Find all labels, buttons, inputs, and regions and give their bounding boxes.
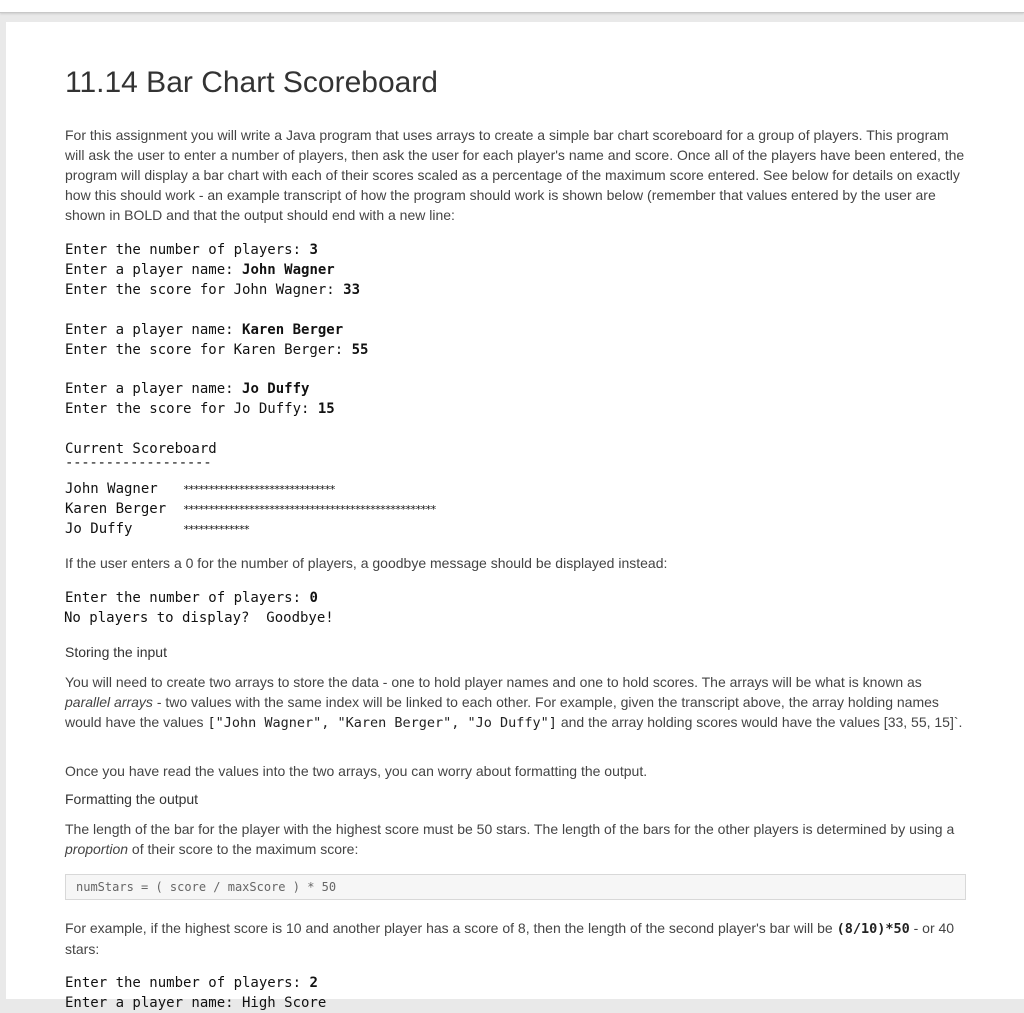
transcript-line: Enter the number of players: 2 — [65, 975, 318, 991]
player-name: John Wagner — [65, 481, 158, 497]
transcript-line: Enter a player name: Karen Berger — [65, 322, 344, 338]
player-name: Karen Berger — [65, 501, 167, 517]
transcript-line: Enter the number of players: 3 — [65, 242, 318, 258]
formula-code-block: numStars = ( score / maxScore ) * 50 — [65, 874, 966, 900]
transcript-line: Enter a player name: Jo Duffy — [65, 381, 310, 397]
transcript-line: Enter a player name: High Score — [65, 995, 327, 1011]
storing-paragraph-2: Once you have read the values into the two arrays, you can worry about formatting the output. — [65, 763, 648, 779]
score-bar: ************* — [183, 523, 249, 536]
section-heading-formatting: Formatting the output — [65, 791, 199, 807]
zero-players-note: If the user enters a 0 for the number of players, a goodbye message should be displayed instead: — [65, 555, 668, 571]
transcript-line: Enter a player name: John Wagner — [65, 262, 335, 278]
scoreboard-row — [65, 499, 970, 519]
formatting-example-paragraph: For example, if the highest score is 10 and another player has a score of 8, then the length of the second player's bar will be (8/10)*50 - or 40 stars: — [65, 920, 955, 957]
section-heading-storing: Storing the input — [65, 644, 167, 660]
player-name: Jo Duffy — [65, 521, 133, 537]
browser-top-bar — [0, 0, 1024, 13]
scoreboard-title: Current Scoreboard — [65, 441, 217, 457]
scoreboard-row — [65, 519, 970, 539]
score-bar: ****************************** — [183, 483, 335, 496]
scoreboard-divider: ------------------ — [65, 455, 212, 471]
transcript-line: Enter the score for John Wagner: 33 — [65, 282, 361, 298]
scoreboard-row — [65, 479, 970, 499]
transcript-line: Enter the number of players: 0 — [65, 590, 318, 606]
score-bar: ************************************************** — [183, 503, 436, 516]
transcript-line: Enter the score for Karen Berger: 55 — [65, 342, 369, 358]
formatting-paragraph: The length of the bar for the player with the highest score must be 50 stars. The length of the bars for the other players is determined by using a proportion of their score to the maximum score: — [65, 821, 955, 857]
intro-paragraph: For this assignment you will write a Java program that uses arrays to create a simple bar chart scoreboard for a group of players. This program will ask the user to enter a number of players, then ask the user for each player's name and score. Once all of the players have been entered, the program will display a bar chart with each of their scores scaled as a percentage of the maximum score entered. See below for details on exactly how this should work - an example transcript of how the program should work is shown below (remember that values entered by the user are shown in BOLD and that the output should end with a new line: — [65, 127, 965, 223]
transcript-line: Enter the score for Jo Duffy: 15 — [65, 401, 335, 417]
page-title: 11.14 Bar Chart Scoreboard — [65, 66, 438, 99]
storing-paragraph: You will need to create two arrays to store the data - one to hold player names and one to hold scores. The arrays will be what is known as parallel arrays - two values with the same index will be linked to each other. For example, given the transcript above, the array holding names would have the values ["John Wagner", "Karen Berger", "Jo Duffy"] and the array holding scores would have the values [33, 55, 15]`. — [65, 674, 963, 731]
transcript-line: No players to display? Goodbye! — [64, 610, 334, 626]
assignment-page — [6, 22, 1024, 1011]
